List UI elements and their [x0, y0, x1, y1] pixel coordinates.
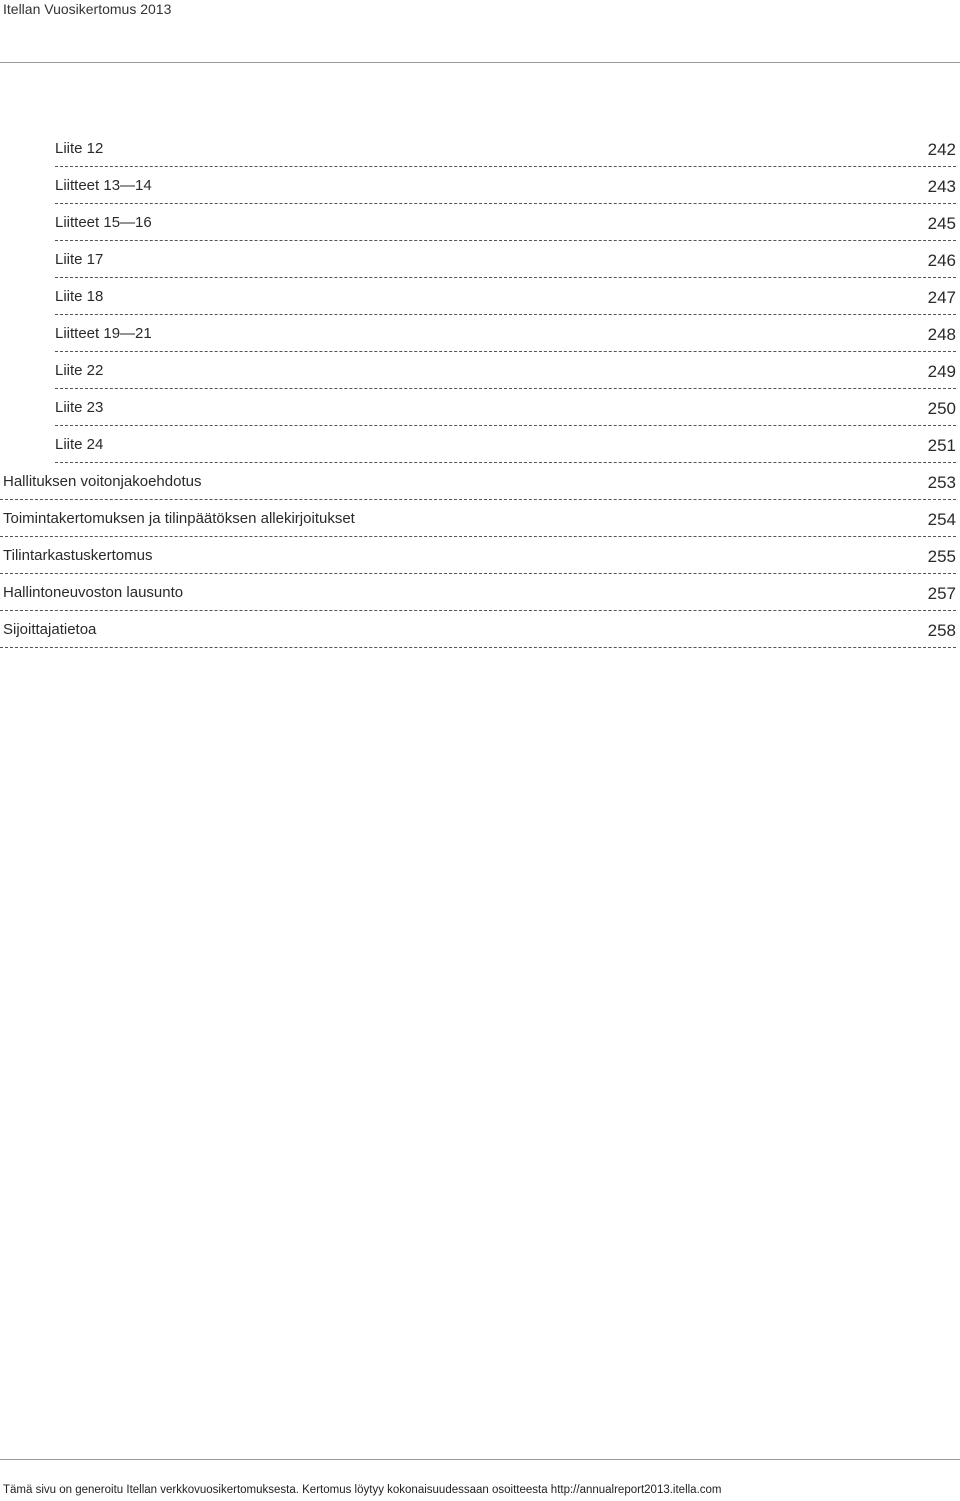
toc-page-number: 247	[927, 288, 956, 307]
toc-entry-label: Liite 22	[55, 362, 104, 379]
toc-page-number: 254	[927, 510, 956, 529]
toc-entry-label: Liitteet 19—21	[55, 325, 152, 342]
toc-page-number: 255	[927, 547, 956, 566]
footer-note: Tämä sivu on generoitu Itellan verkkovuosikertomuksesta. Kertomus löytyy kokonaisuudessaan osoitteesta http://annualreport2013.itella.com	[3, 1484, 722, 1496]
toc-page-number: 249	[927, 362, 956, 381]
toc-row[interactable]	[55, 204, 956, 241]
toc-page-number: 257	[927, 584, 956, 603]
toc-entry-label: Liite 12	[55, 140, 104, 157]
toc-entry-label: Toimintakertomuksen ja tilinpäätöksen allekirjoitukset	[3, 510, 355, 527]
toc-row[interactable]	[0, 537, 956, 574]
toc-page-number: 245	[927, 214, 956, 233]
footer-divider	[0, 1459, 960, 1460]
toc-page-number: 248	[927, 325, 956, 344]
toc-row[interactable]	[55, 426, 956, 463]
toc-row[interactable]	[55, 389, 956, 426]
toc-row[interactable]	[55, 315, 956, 352]
toc-entry-label: Liite 18	[55, 288, 104, 305]
toc-row[interactable]	[0, 500, 956, 537]
toc-row[interactable]	[55, 130, 956, 167]
toc-row[interactable]	[55, 167, 956, 204]
toc-page-number: 243	[927, 177, 956, 196]
toc-entry-label: Liite 17	[55, 251, 104, 268]
toc-page-number: 242	[927, 140, 956, 159]
toc-row[interactable]	[55, 352, 956, 389]
toc-entry-label: Liite 24	[55, 436, 104, 453]
page-header-title: Itellan Vuosikertomus 2013	[3, 1, 172, 17]
toc-entry-label: Hallintoneuvoston lausunto	[3, 584, 184, 601]
toc-entry-label: Sijoittajatietoa	[3, 621, 97, 638]
toc-entry-label: Tilintarkastuskertomus	[3, 547, 153, 564]
toc-page-number: 246	[927, 251, 956, 270]
toc-row[interactable]	[0, 574, 956, 611]
toc-row[interactable]	[0, 463, 956, 500]
toc-row[interactable]	[55, 278, 956, 315]
toc-page-number: 253	[927, 473, 956, 492]
toc-row[interactable]	[0, 611, 956, 648]
toc-page-number: 251	[927, 436, 956, 455]
toc-entry-label: Hallituksen voitonjakoehdotus	[3, 473, 202, 490]
table-of-contents	[0, 130, 956, 648]
toc-page-number: 250	[927, 399, 956, 418]
header-divider	[0, 62, 960, 63]
toc-entry-label: Liitteet 15—16	[55, 214, 152, 231]
toc-page-number: 258	[927, 621, 956, 640]
toc-entry-label: Liite 23	[55, 399, 104, 416]
toc-row[interactable]	[55, 241, 956, 278]
toc-entry-label: Liitteet 13—14	[55, 177, 152, 194]
